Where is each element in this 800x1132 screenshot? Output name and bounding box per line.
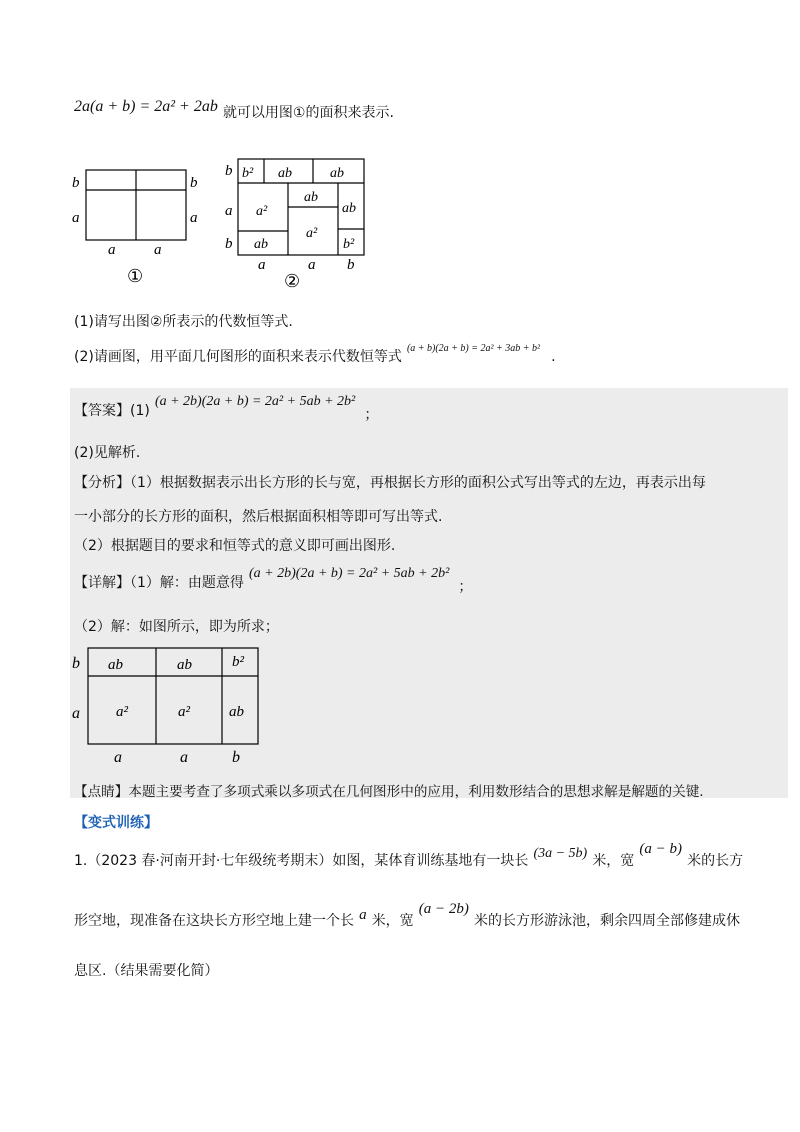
answer-label: 【答案】(1): [74, 403, 150, 419]
practice-text-2b: 米，宽: [371, 913, 414, 929]
question-2-text: (2)请画图，用平面几何图形的面积来表示代数恒等式: [74, 349, 402, 365]
detail-line-2: （2）解：如图所示，即为所求；: [74, 619, 279, 635]
fig1-label-left-b: b: [72, 175, 80, 191]
fig1-label-right-a: a: [190, 210, 198, 226]
analysis-line-1: [74, 472, 706, 492]
answer-formula: (a + 2b)(2a + b) = 2a² + 5ab + 2b²: [154, 394, 356, 409]
practice-pool-length: a: [359, 907, 367, 923]
fig3-cell-a2-2: a²: [178, 704, 190, 720]
fig1-label-bottom-a2: a: [154, 242, 162, 258]
fig3-label-bottom-b: b: [232, 749, 240, 766]
practice-width: (a − b): [639, 841, 683, 857]
practice-text-1c: 米的长方: [687, 853, 744, 869]
fig2-label-side-b1: b: [225, 163, 233, 179]
fig2-cell-a2-left: a²: [256, 204, 268, 219]
fig2-cell-ab3: ab: [304, 190, 318, 205]
fig2-label-bottom-a2: a: [308, 257, 316, 273]
analysis-text-1: （1）根据数据表示出长方形的长与宽，再根据长方形的面积公式写出等式的左边，再表示出每: [130, 475, 706, 491]
fig1-label-right-b: b: [190, 175, 198, 191]
fig3-label-side-a: a: [72, 705, 80, 722]
fig2-label-bottom-a1: a: [258, 257, 266, 273]
fig2-cell-ab5: ab: [254, 237, 268, 252]
figure-1: [60, 160, 210, 290]
analysis-label: 【分析】: [74, 475, 130, 491]
fig1-label-bottom-a1: a: [108, 242, 116, 258]
question-2: [74, 336, 556, 365]
fig2-label-side-b2: b: [225, 236, 233, 252]
fig1-label-left-a: a: [72, 210, 80, 226]
fig2-cell-ab2: ab: [330, 166, 344, 181]
detail-label: 【详解】: [74, 575, 130, 591]
fig2-cell-ab1: ab: [278, 166, 292, 181]
detail-text-1: （1）解：由题意得: [130, 575, 244, 591]
practice-text-1b: 米，宽: [592, 853, 635, 869]
fig2-cell-b2-top: b²: [242, 166, 254, 181]
fig2-cell-ab4: ab: [342, 201, 356, 216]
practice-heading: 【变式训练】: [74, 815, 158, 831]
fig2-caption: ②: [284, 271, 301, 290]
analysis-line-2: 一小部分的长方形的面积，然后根据面积相等即可写出等式.: [74, 509, 443, 525]
fig3-cell-ab1: ab: [108, 657, 123, 673]
fig2-cell-b2-bot: b²: [343, 237, 355, 252]
answer-line-1: [74, 390, 379, 423]
intro-text: 就可以用图①的面积来表示.: [222, 105, 394, 121]
detail-end: ；: [458, 579, 473, 595]
fig2-label-side-a: a: [225, 203, 233, 219]
practice-length: (3a − 5b): [533, 846, 588, 861]
practice-text-2c: 米的长方形游泳池，剩余四周全部修建成休: [474, 913, 740, 929]
figure-2: [220, 155, 380, 290]
fig3-cell-a2-1: a²: [116, 704, 128, 720]
fig2-cell-a2-mid: a²: [306, 226, 318, 241]
practice-line-1: [74, 838, 744, 869]
practice-pool-width: (a − 2b): [418, 901, 469, 917]
analysis-line-3: （2）根据题目的要求和恒等式的意义即可画出图形.: [74, 538, 396, 554]
intro-formula: 2a(a + b) = 2a² + 2ab: [74, 98, 218, 115]
fig3-label-bottom-a2: a: [180, 749, 188, 766]
answer-part-2: (2)见解析.: [74, 445, 141, 461]
figure-3: [70, 644, 270, 770]
question-2-end: .: [551, 349, 556, 365]
fig3-label-bottom-a1: a: [114, 749, 122, 766]
question-1: (1)请写出图②所表示的代数恒等式.: [74, 314, 293, 330]
question-2-formula: (a + b)(2a + b) = 2a² + 3ab + b²: [406, 343, 540, 354]
practice-line-2: [74, 898, 740, 929]
practice-text-2a: 形空地，现准备在这块长方形空地上建一个长: [74, 913, 354, 929]
comment-text: 本题主要考查了多项式乘以多项式在几何图形中的应用，利用数形结合的思想求解是解题的关键.: [128, 784, 704, 800]
comment-label: 【点睛】: [74, 784, 129, 800]
fig2-label-bottom-b: b: [347, 257, 355, 273]
fig3-label-side-b: b: [72, 655, 80, 672]
fig1-caption: ①: [127, 266, 144, 286]
detail-formula: (a + 2b)(2a + b) = 2a² + 5ab + 2b²: [249, 566, 450, 581]
fig3-cell-b2: b²: [232, 654, 244, 670]
practice-text-1a: 1.（2023 春·河南开封·七年级统考期末）如图，某体育训练基地有一块长: [74, 853, 529, 869]
practice-line-3: 息区.（结果需要化简）: [74, 963, 219, 979]
fig3-cell-ab2: ab: [177, 657, 192, 673]
answer-formula-end: ；: [364, 407, 379, 423]
fig3-cell-ab3: ab: [229, 704, 244, 720]
intro-line: [74, 96, 394, 121]
detail-line-1: [74, 562, 473, 595]
comment-line: [74, 780, 704, 800]
